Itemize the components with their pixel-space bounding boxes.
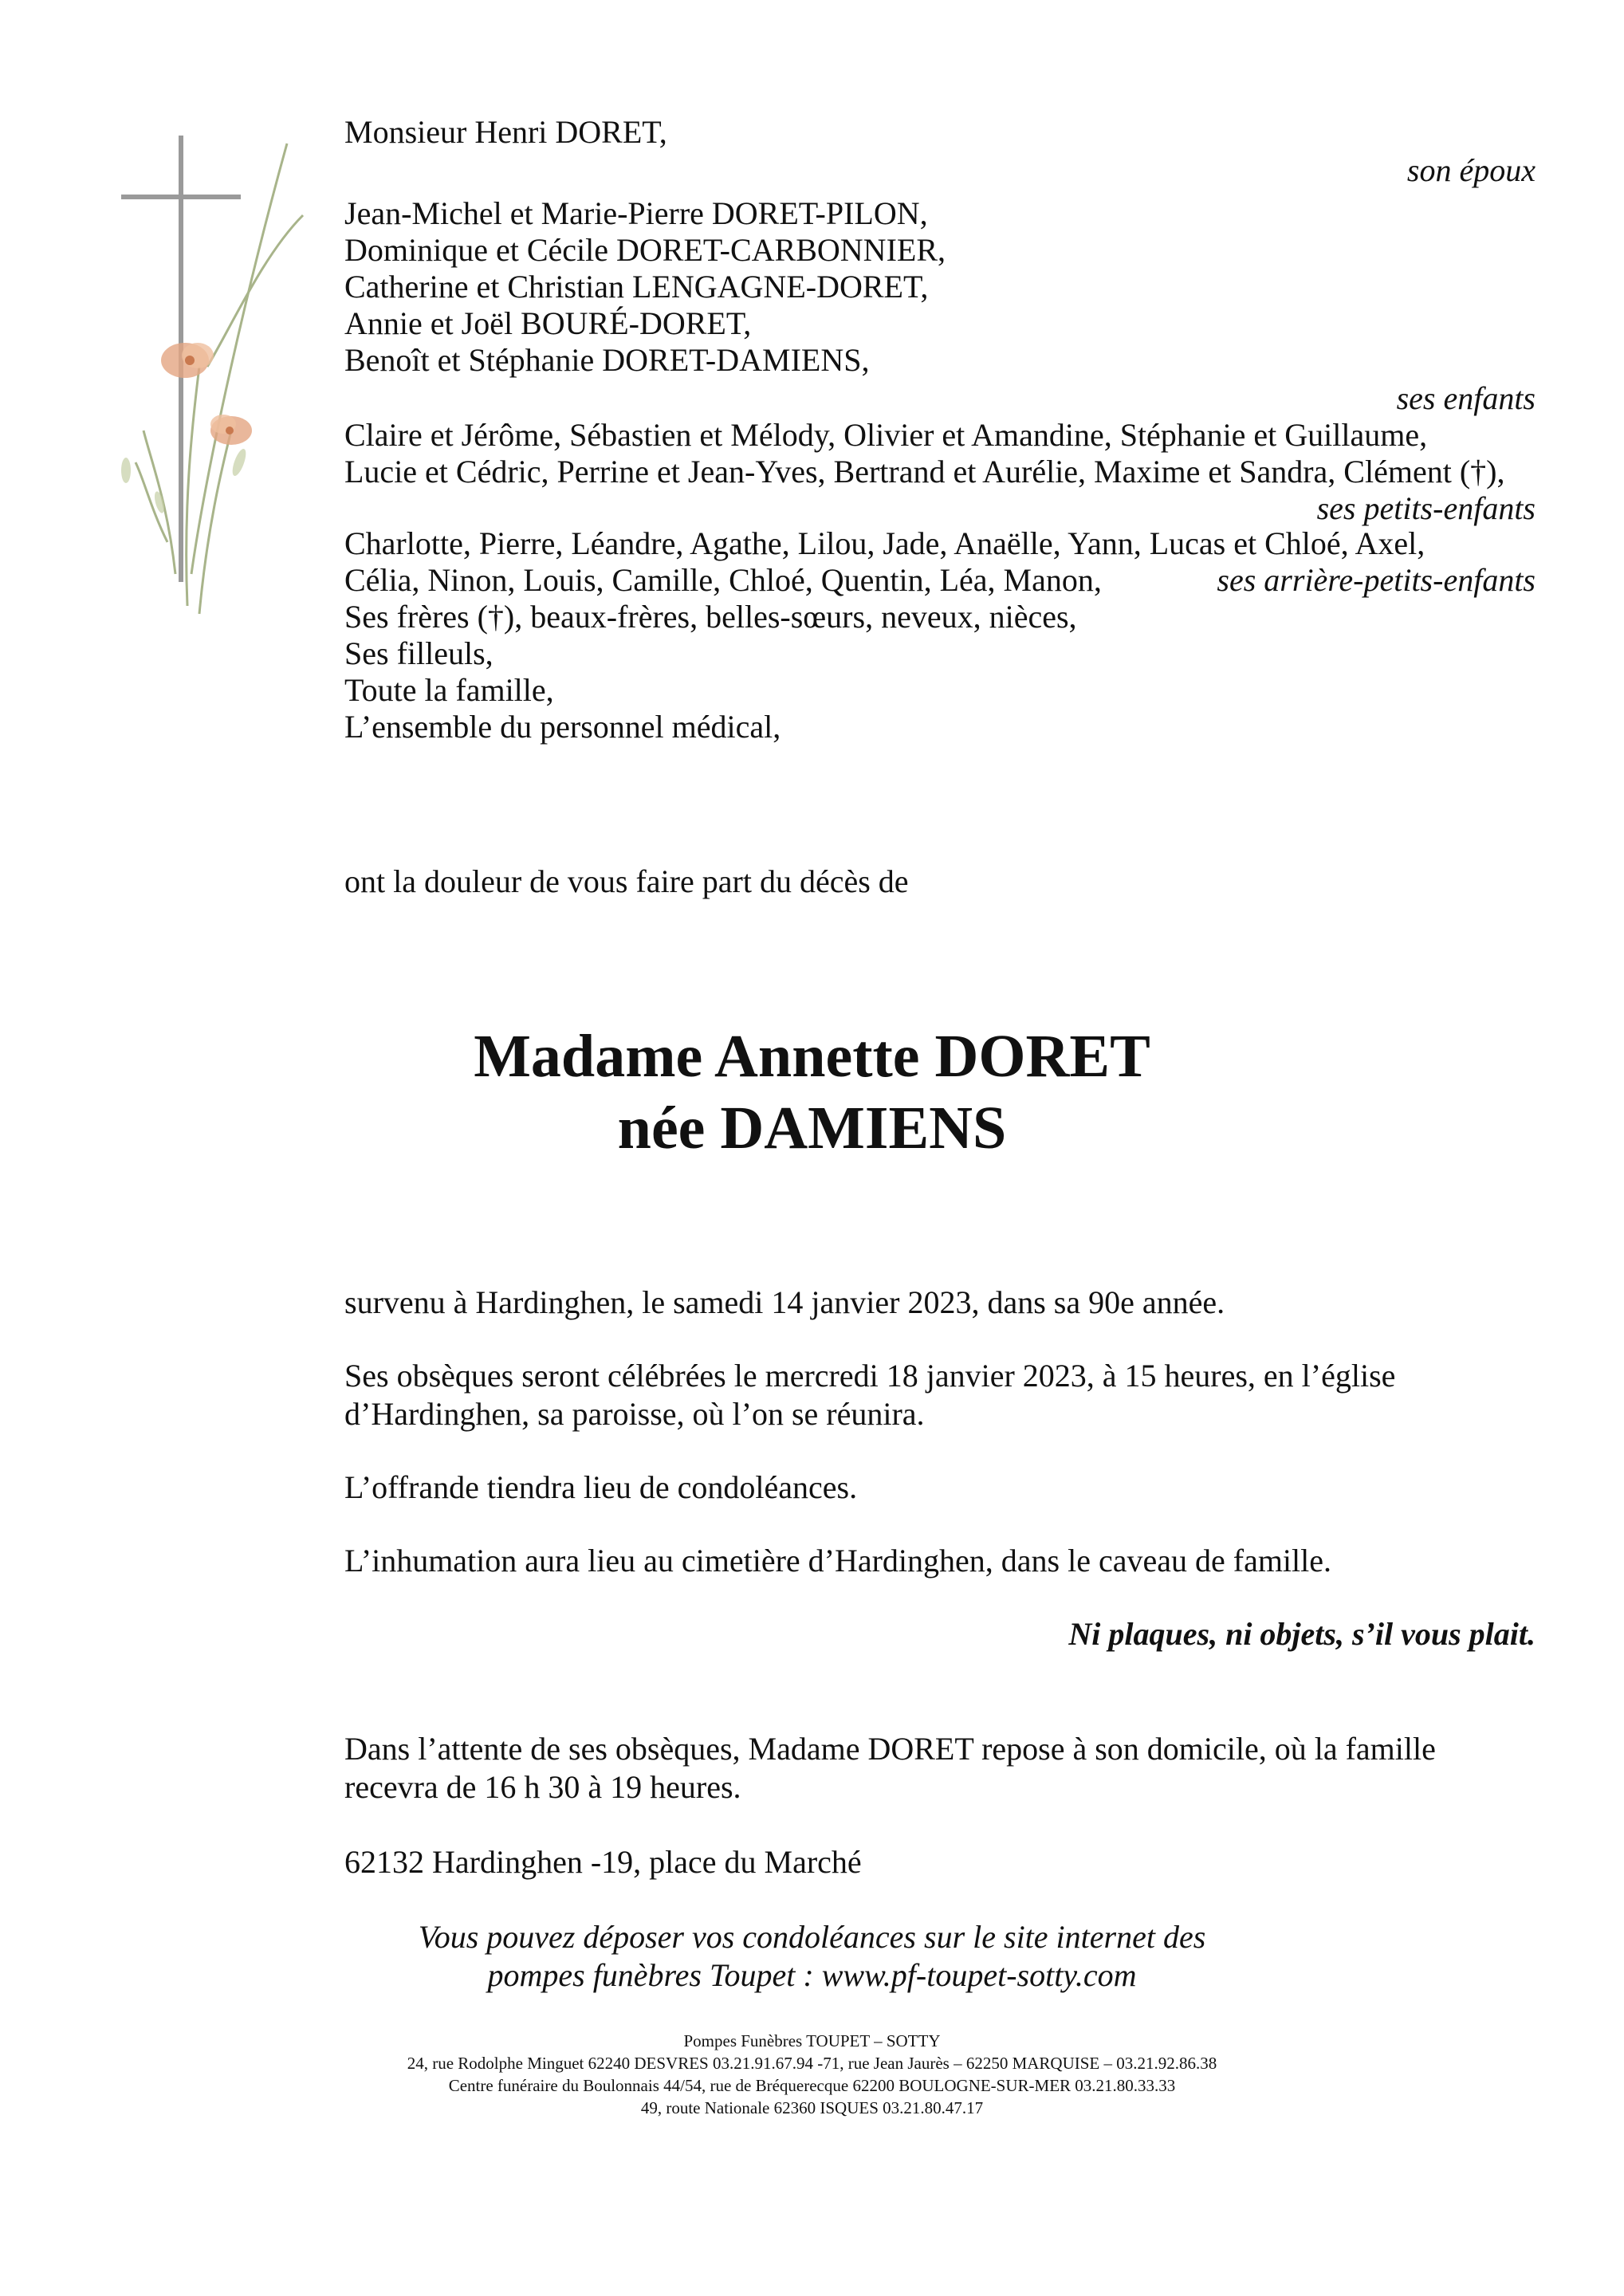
flower-icon-1: [161, 343, 214, 378]
medical-staff-line: L’ensemble du personnel médical,: [344, 709, 781, 745]
great-grandchildren-line-1: Charlotte, Pierre, Léandre, Agathe, Lilou, Jade, Anaëlle, Yann, Lucas et Chloé, Axel,: [344, 525, 1425, 561]
great-grandchildren-line-2: Célia, Ninon, Louis, Camille, Chloé, Quentin, Léa, Manon,: [344, 562, 1102, 598]
offering-details: L’offrande tiendra lieu de condoléances.: [344, 1469, 858, 1505]
husband-label: son époux: [1406, 152, 1536, 188]
grandchildren-line-1: Claire et Jérôme, Sébastien et Mélody, Olivier et Amandine, Stéphanie et Guillaume,: [344, 417, 1428, 453]
great-grandchildren-label: ses arrière-petits-enfants: [1217, 562, 1536, 598]
flower-stems: [136, 144, 303, 614]
deceased-name: Madame Annette DORET: [474, 1023, 1150, 1090]
death-details: survenu à Hardinghen, le samedi 14 janvier 2023, dans sa 90e année.: [344, 1284, 1225, 1320]
flower-icon-2: [210, 415, 252, 445]
husband-name: Monsieur Henri DORET,: [344, 114, 667, 150]
funeral-details-line-1: Ses obsèques seront célébrées le mercredi 18 janvier 2023, à 15 heures, en l’église: [344, 1358, 1396, 1394]
footer-line-3: 49, route Nationale 62360 ISQUES 03.21.80.47.17: [640, 2098, 984, 2117]
siblings-line: Ses frères (†), beaux-frères, belles-sœurs, neveux, nièces,: [344, 599, 1077, 635]
footer-line-2: Centre funéraire du Boulonnais 44/54, rue de Bréquerecque 62200 BOULOGNE-SUR-MER 03.21.80.33.33: [448, 2076, 1176, 2095]
child-3: Catherine et Christian LENGAGNE-DORET,: [344, 269, 929, 305]
home-address: 62132 Hardinghen -19, place du Marché: [344, 1844, 862, 1880]
child-4: Annie et Joël BOURÉ-DORET,: [344, 305, 752, 341]
grandchildren-line-2: Lucie et Cédric, Perrine et Jean-Yves, Bertrand et Aurélie, Maxime et Sandra, Clément (†),: [344, 454, 1505, 489]
funeral-details-line-2: d’Hardinghen, sa paroisse, où l’on se réunira.: [344, 1396, 925, 1432]
child-1: Jean-Michel et Marie-Pierre DORET-PILON,: [344, 195, 928, 231]
footer-line-1: 24, rue Rodolphe Minguet 62240 DESVRES 03.21.91.67.94 -71, rue Jean Jaurès – 62250 MARQUISE – 03.21.92.86.38: [407, 2054, 1217, 2073]
wake-details-line-1: Dans l’attente de ses obsèques, Madame DORET repose à son domicile, où la famille: [344, 1731, 1436, 1767]
cross-flowers-illustration: [112, 128, 319, 638]
leaf-icons: [121, 447, 249, 514]
wake-details-line-2: recevra de 16 h 30 à 19 heures.: [344, 1769, 741, 1805]
children-label: ses enfants: [1396, 380, 1536, 416]
footer-company: Pompes Funèbres TOUPET – SOTTY: [683, 2031, 941, 2050]
condolences-line-1: Vous pouvez déposer vos condoléances sur le site internet des: [418, 1919, 1206, 1955]
child-5: Benoît et Stéphanie DORET-DAMIENS,: [344, 342, 870, 378]
condolences-line-2: pompes funèbres Toupet : www.pf-toupet-sotty.com: [487, 1957, 1137, 1993]
grandchildren-label: ses petits-enfants: [1316, 490, 1536, 526]
announcement-text: ont la douleur de vous faire part du décès de: [344, 863, 909, 899]
burial-details: L’inhumation aura lieu au cimetière d’Hardinghen, dans le caveau de famille.: [344, 1543, 1332, 1578]
deceased-maiden-name: née DAMIENS: [617, 1095, 1007, 1162]
whole-family-line: Toute la famille,: [344, 672, 554, 708]
child-2: Dominique et Cécile DORET-CARBONNIER,: [344, 232, 946, 268]
godchildren-line: Ses filleuls,: [344, 635, 493, 671]
no-plaques-note: Ni plaques, ni objets, s’il vous plait.: [1068, 1616, 1536, 1652]
